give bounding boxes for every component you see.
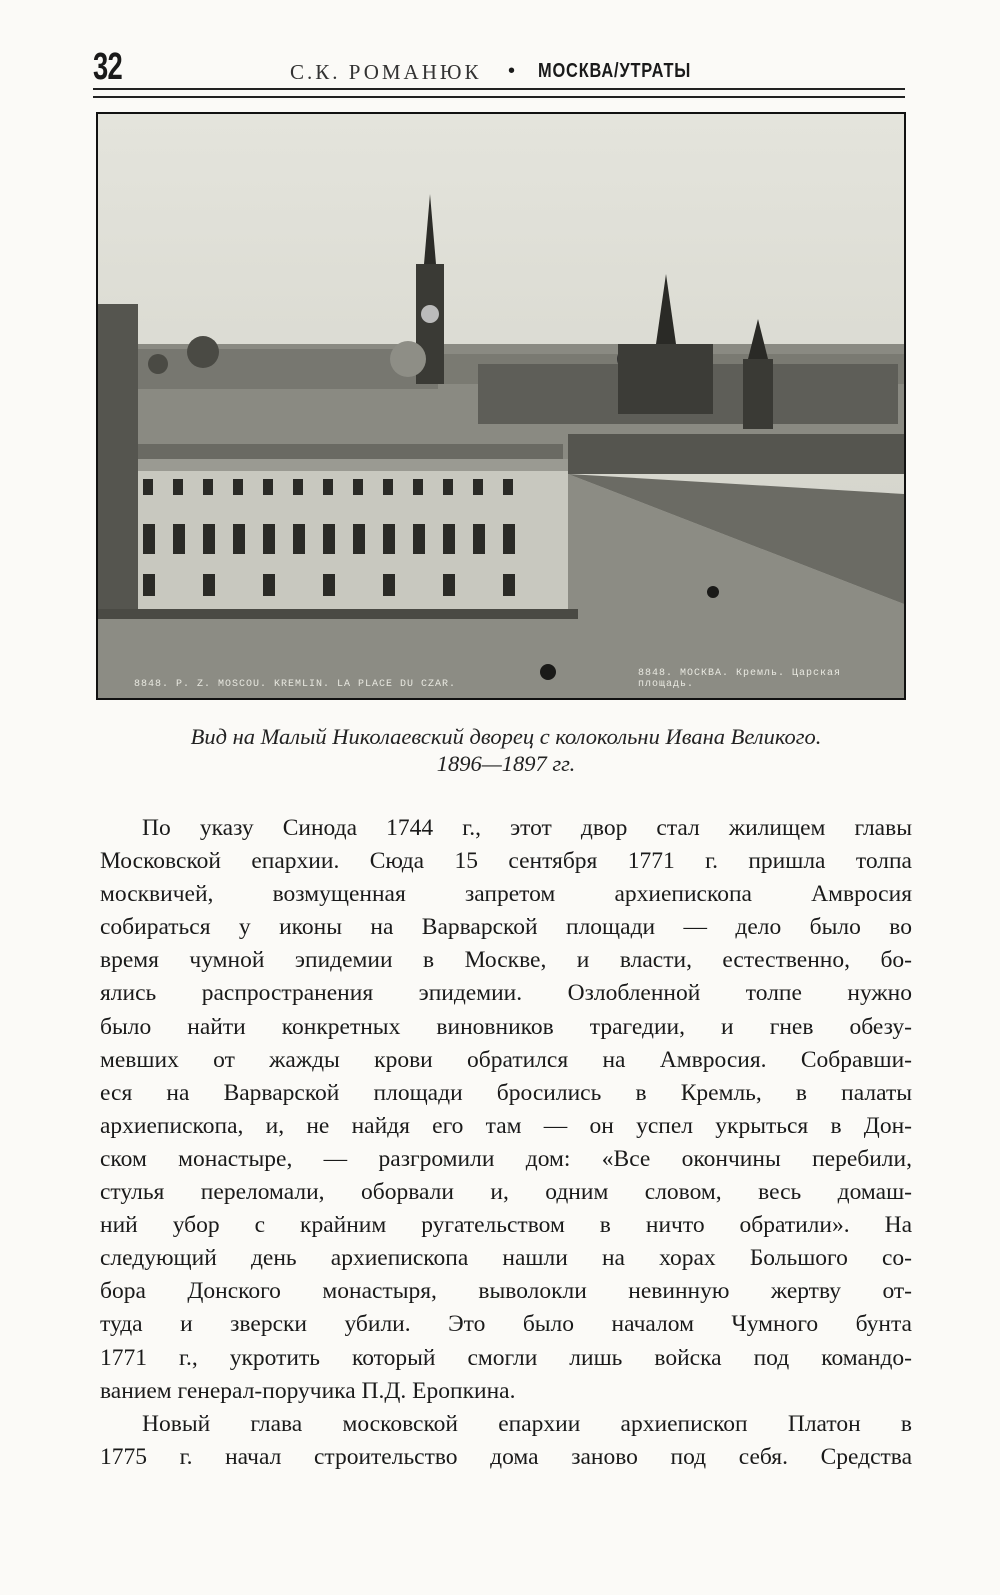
header-rule — [93, 88, 905, 90]
photo-label-russian: 8848. МОСКВА. Кремль. Царская площадь. — [638, 668, 842, 690]
text-line: ялись распространения эпидемии. Озлобленной толпе нужно — [100, 980, 912, 1007]
header-rule — [93, 96, 905, 98]
text-line: туда и зверски убили. Это было началом Чумного бунта — [100, 1311, 912, 1338]
text-line: 1771 г., укротить который смогли лишь войска под командо- — [100, 1344, 912, 1371]
text-line: время чумной эпидемии в Москве, и власти, естественно, бо- — [100, 947, 912, 974]
text-line: ванием генерал-поручика П.Д. Еропкина. — [100, 1377, 516, 1404]
photo-caption-date: 1896—1897 гг. — [436, 751, 576, 776]
text-line: Новый глава московской епархии архиепископ Платон в — [142, 1410, 912, 1437]
body-text — [100, 812, 912, 1474]
text-line: стулья переломали, оборвали и, одним словом, весь домаш- — [100, 1179, 912, 1206]
photo-caption: Вид на Малый Николаевский дворец с колокольни Ивана Великого. — [190, 724, 822, 749]
photo-label-french: 8848. P. Z. MOSCOU. KREMLIN. LA PLACE DU CZAR. — [134, 679, 457, 690]
text-line: было найти конкретных виновников трагедии, и гнев обезу- — [100, 1013, 912, 1040]
text-line: еся на Варварской площади бросились в Кремль, в палаты — [100, 1079, 912, 1106]
kremlin-photo — [96, 112, 906, 700]
text-line: бора Донского монастыря, выволокли невинную жертву от- — [100, 1278, 912, 1305]
text-line: архиепископа, и, не найдя его там — он успел укрыться в Дон- — [100, 1112, 912, 1139]
text-line: 1775 г. начал строительство дома заново под себя. Средства — [100, 1443, 912, 1470]
text-line: Московской епархии. Сюда 15 сентября 1771 г. пришла толпа — [100, 848, 912, 875]
text-line: ском монастыре, — разгромили дом: «Все окончины перебили, — [100, 1145, 912, 1172]
text-line: ний убор с крайним ругательством в ничто обратили». На — [100, 1212, 912, 1239]
text-line: мевших от жажды крови обратился на Амвросия. Собравши- — [100, 1046, 912, 1073]
text-line: следующий день архиепископа нашли на хорах Большого со- — [100, 1245, 912, 1272]
page-number: 32 — [93, 46, 123, 88]
header-separator: • — [508, 60, 516, 82]
running-head-title: МОСКВА/УТРАТЫ — [538, 60, 692, 82]
text-line: москвичей, возмущенная запретом архиепископа Амвросия — [100, 881, 912, 908]
text-line: По указу Синода 1744 г., этот двор стал жилищем главы — [142, 815, 912, 841]
running-head-author: С.К. РОМАНЮК — [290, 60, 482, 84]
text-line: собираться у иконы на Варварской площади — дело было во — [100, 914, 912, 941]
